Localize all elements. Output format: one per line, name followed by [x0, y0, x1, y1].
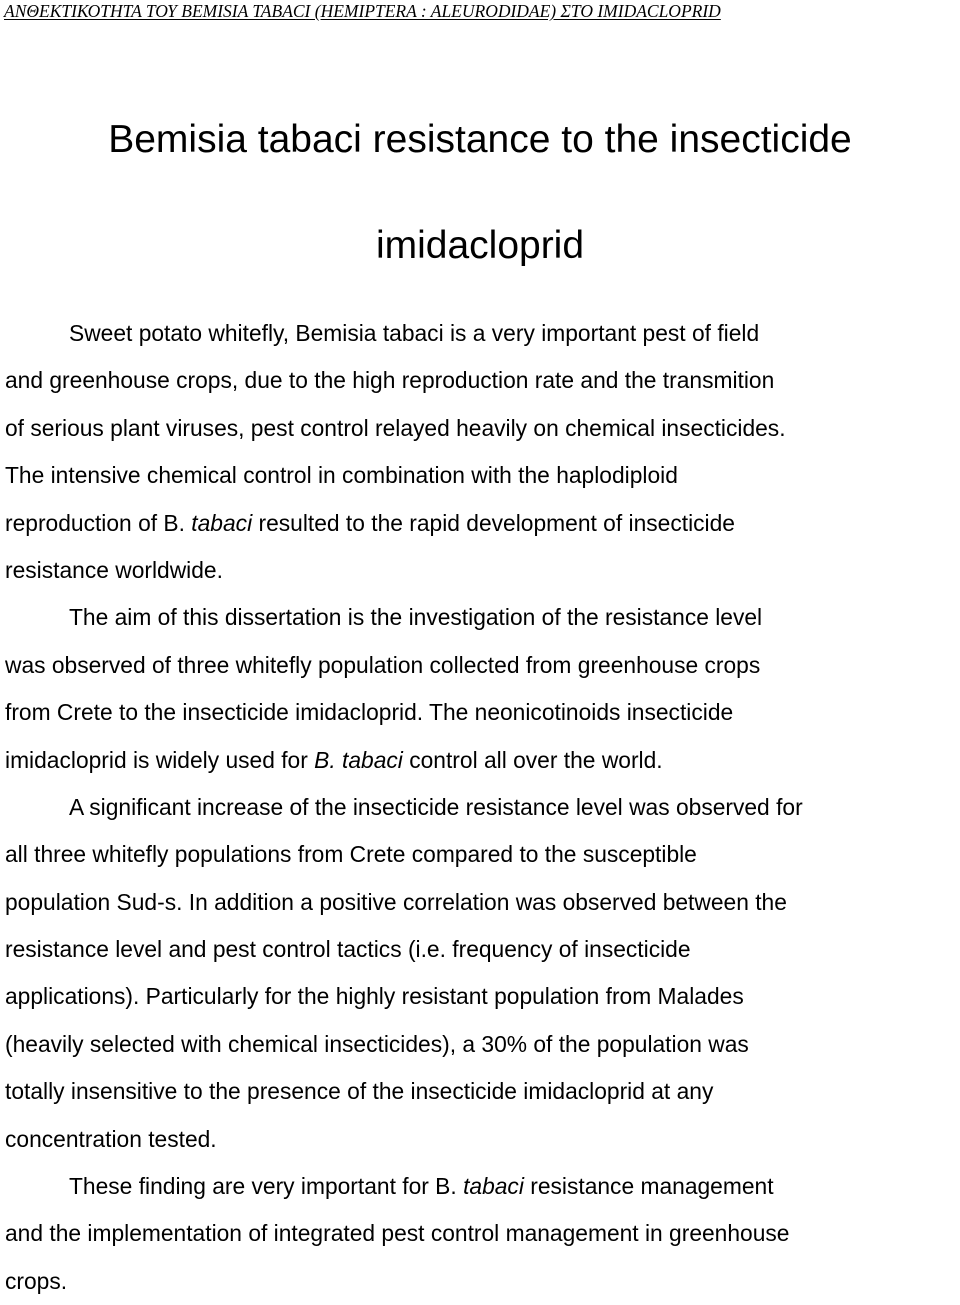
text-line: and the implementation of integrated pest control management in greenhouse [5, 1220, 790, 1247]
document-title-line-1: Bemisia tabaci resistance to the insecticide [108, 118, 852, 161]
text-segment: These finding are very important for B. [69, 1173, 464, 1200]
text-line: applications). Particularly for the highly resistant population from Malades [5, 983, 744, 1010]
text-line: was observed of three whitefly population collected from greenhouse crops [5, 651, 761, 678]
text-line: The intensive chemical control in combination with the haplodiploid [5, 462, 678, 489]
species-italic: tabaci [191, 509, 253, 536]
text-line [5, 500, 960, 547]
text-line: and greenhouse crops, due to the high reproduction rate and the transmition [5, 367, 775, 394]
species-italic: tabaci [463, 1173, 524, 1200]
text-line: totally insensitive to the presence of the insecticide imidacloprid at any [5, 1078, 714, 1105]
text-line: of serious plant viruses, pest control relayed heavily on chemical insecticides. [5, 414, 786, 441]
text-segment: resistance management [523, 1173, 774, 1200]
text-segment: imidacloprid is widely used for [5, 746, 315, 773]
text-segment: control all over the world. [402, 746, 663, 773]
text-line: A significant increase of the insecticide resistance level was observed for [69, 793, 803, 820]
running-header: ΑΝΘΕΚΤΙΚΟΤΗΤΑ ΤΟΥ BEMISIA TABACI (HEMIPTERA : ALEURODIDAE) ΣΤΟ IMIDACLOPRID [4, 1, 721, 21]
text-segment: reproduction of B. [5, 509, 192, 536]
species-italic: B. tabaci [314, 746, 403, 773]
text-line: population Sud-s. In addition a positive correlation was observed between the [5, 888, 787, 915]
text-line: (heavily selected with chemical insecticides), a 30% of the population was [5, 1030, 749, 1057]
text-line: Sweet potato whitefly, Bemisia tabaci is a very important pest of field [69, 320, 760, 346]
text-line [5, 737, 960, 784]
text-line: crops. [5, 1267, 68, 1294]
text-line: all three whitefly populations from Crete compared to the susceptible [5, 841, 697, 868]
text-line: The aim of this dissertation is the investigation of the resistance level [69, 604, 763, 631]
text-line: from Crete to the insecticide imidacloprid. The neonicotinoids insecticide [5, 699, 734, 726]
text-segment: resulted to the rapid development of insecticide [252, 509, 735, 536]
text-line [5, 1163, 960, 1210]
document-title-line-2: imidacloprid [375, 224, 585, 267]
text-line: resistance level and pest control tactics (i.e. frequency of insecticide [5, 936, 691, 963]
abstract-body [5, 310, 960, 1305]
text-line: concentration tested. [5, 1125, 217, 1152]
text-line: resistance worldwide. [5, 556, 223, 583]
